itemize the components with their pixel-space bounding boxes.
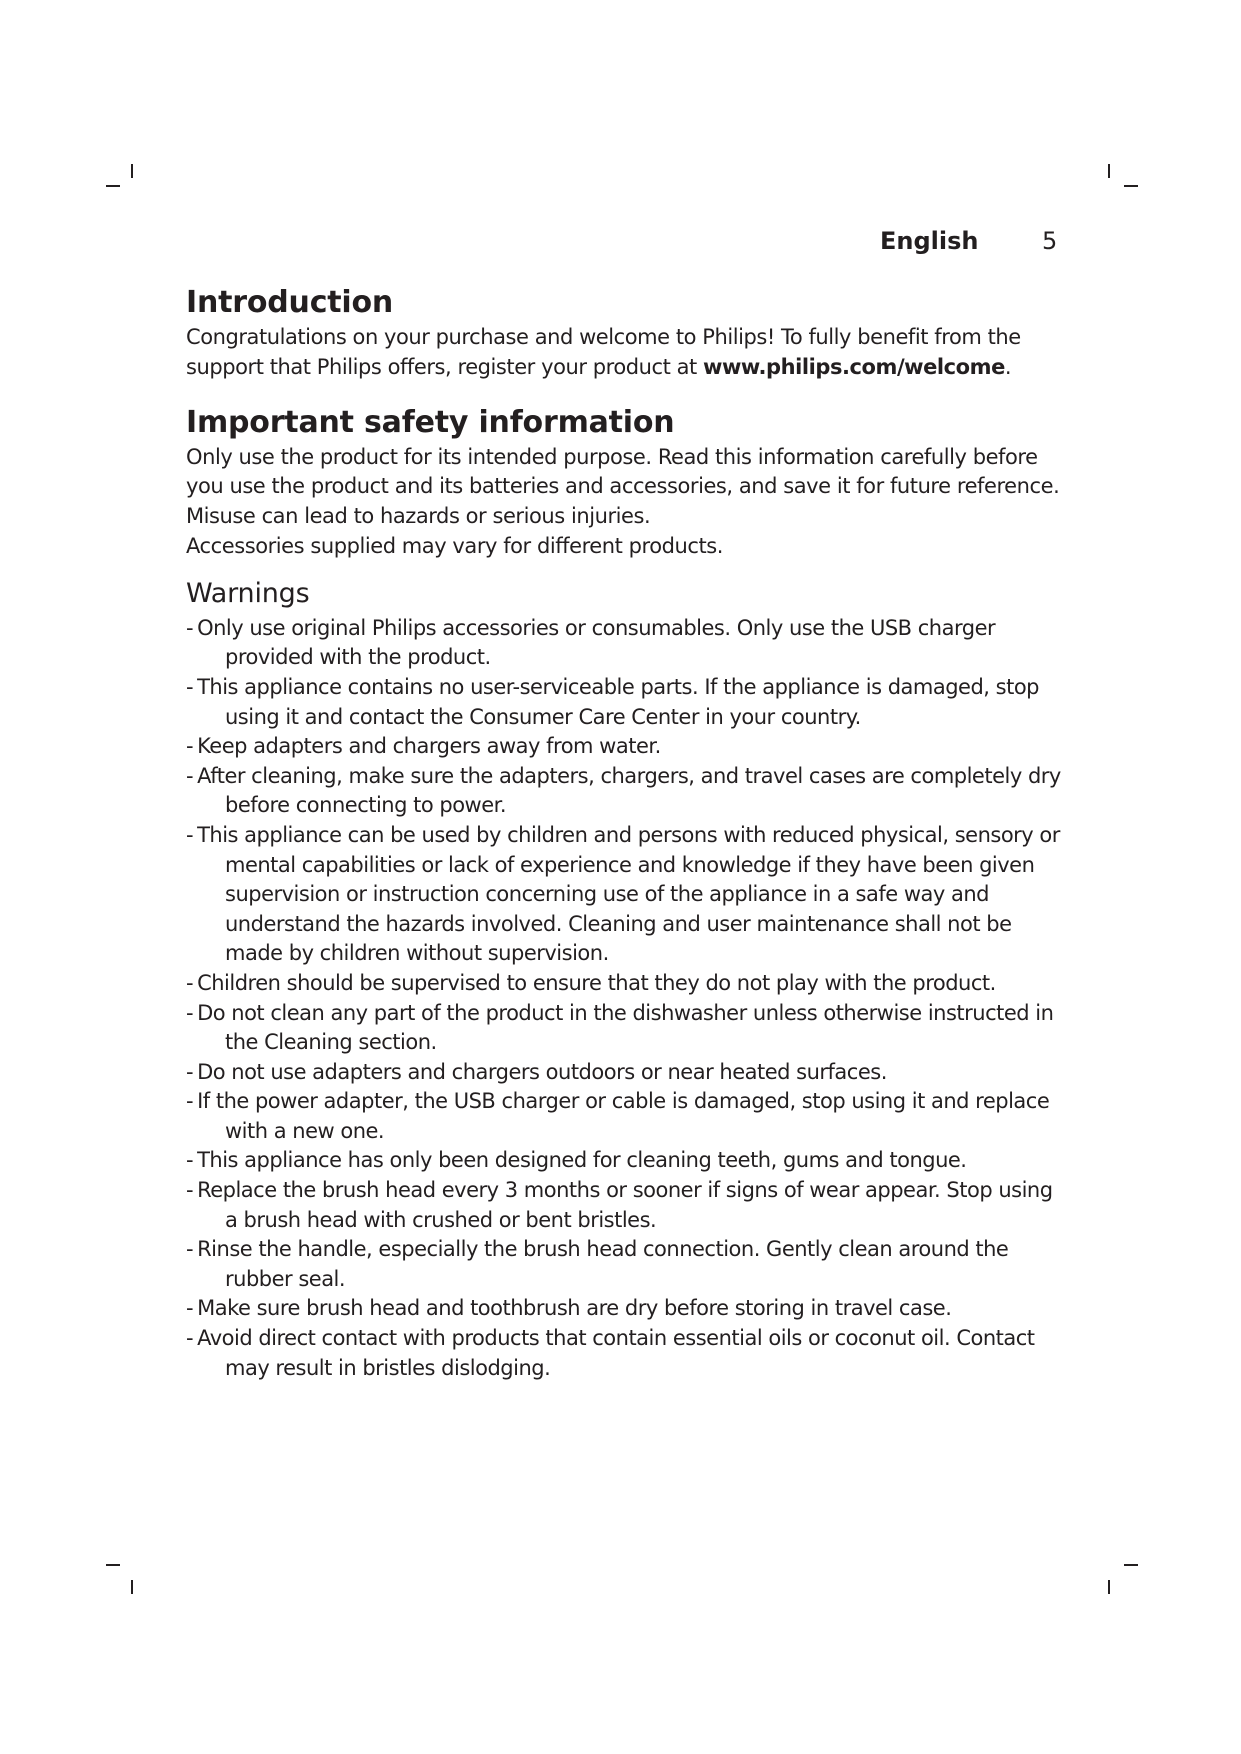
warning-item	[186, 732, 1066, 762]
introduction-text	[186, 323, 1066, 383]
warning-item	[186, 1058, 1066, 1088]
warning-text: This appliance has only been designed for cleaning teeth, gums and tongue.	[197, 1148, 967, 1173]
bullet-dash: -	[186, 763, 194, 788]
language-label: English	[880, 227, 979, 255]
register-link[interactable]: www.philips.com/welcome	[703, 354, 1005, 379]
warning-text: Avoid direct contact with products that contain essential oils or coconut oil. Contact may result in bristles dislodging.	[197, 1326, 1035, 1380]
warning-text: Do not clean any part of the product in the dishwasher unless otherwise instructed in the Cleaning section.	[197, 1000, 1054, 1055]
warnings-heading: Warnings	[186, 577, 310, 609]
crop-mark-bottom-left-vertical	[131, 1580, 133, 1594]
warning-text: This appliance can be used by children and persons with reduced physical, sensory or mental capabilities or lack of experience and knowledge if they have been given supervision or instruction concerning use of the appliance in a safe way and understand the hazards involved. Cleaning and user maintenance shall not be made by children without supervision.	[197, 822, 1060, 966]
warning-text: Do not use adapters and chargers outdoors or near heated surfaces.	[197, 1059, 887, 1084]
warning-item	[186, 969, 1066, 999]
warning-text: Children should be supervised to ensure that they do not play with the product.	[197, 970, 996, 995]
safety-paragraph-1: Only use the product for its intended purpose. Read this information carefully before you use the product and its batteries and accessories, and save it for future reference. Misuse can lead to hazards or serious injuries.	[186, 444, 1060, 529]
warning-item	[186, 1146, 1066, 1176]
warning-item	[186, 1324, 1066, 1383]
warning-item	[186, 762, 1066, 821]
crop-mark-top-left-horizontal	[106, 185, 120, 187]
bullet-dash: -	[186, 1148, 194, 1173]
introduction-suffix: .	[1004, 354, 1012, 379]
bullet-dash: -	[186, 970, 194, 995]
bullet-dash: -	[186, 734, 194, 759]
crop-mark-bottom-right-vertical	[1108, 1580, 1110, 1594]
introduction-heading: Introduction	[186, 285, 394, 320]
warning-text: This appliance contains no user-serviceable parts. If the appliance is damaged, stop using it and contact the Consumer Care Center in your country.	[197, 674, 1040, 729]
bullet-dash: -	[186, 1059, 194, 1084]
warning-item	[186, 1087, 1066, 1146]
bullet-dash: -	[186, 1326, 194, 1351]
bullet-dash: -	[186, 1178, 194, 1203]
introduction-body: Congratulations on your purchase and welcome to Philips! To fully benefit from the support that Philips offers, register your product at	[186, 325, 1021, 379]
safety-paragraph-2: Accessories supplied may vary for different products.	[186, 533, 723, 558]
bullet-dash: -	[186, 1000, 194, 1025]
warning-item	[186, 821, 1066, 969]
warning-item	[186, 999, 1066, 1058]
crop-mark-top-right-vertical	[1108, 164, 1110, 178]
warning-item	[186, 614, 1066, 673]
safety-heading: Important safety information	[186, 404, 675, 440]
crop-mark-top-left-vertical	[131, 164, 133, 178]
warning-text: Keep adapters and chargers away from water.	[197, 734, 661, 759]
warning-text: Make sure brush head and toothbrush are dry before storing in travel case.	[197, 1296, 952, 1321]
warning-item	[186, 1294, 1066, 1324]
crop-mark-bottom-right-horizontal	[1124, 1564, 1138, 1566]
page-content	[186, 283, 1066, 1383]
warning-item	[186, 673, 1066, 732]
warnings-list	[186, 614, 1066, 1383]
bullet-dash: -	[186, 615, 194, 640]
bullet-dash: -	[186, 822, 194, 847]
warning-text: Replace the brush head every 3 months or sooner if signs of wear appear. Stop using a brush head with crushed or bent bristles.	[197, 1178, 1053, 1232]
warning-text: If the power adapter, the USB charger or cable is damaged, stop using it and replace with a new one.	[197, 1089, 1050, 1143]
warning-item	[186, 1176, 1066, 1235]
bullet-dash: -	[186, 674, 194, 699]
bullet-dash: -	[186, 1237, 194, 1262]
bullet-dash: -	[186, 1089, 194, 1114]
crop-mark-bottom-left-horizontal	[106, 1564, 120, 1566]
crop-mark-top-right-horizontal	[1124, 185, 1138, 187]
warning-text: Rinse the handle, especially the brush head connection. Gently clean around the rubber seal.	[197, 1237, 1009, 1291]
warning-item	[186, 1235, 1066, 1294]
warning-text: After cleaning, make sure the adapters, chargers, and travel cases are completely dry before connecting to power.	[197, 763, 1061, 818]
bullet-dash: -	[186, 1296, 194, 1321]
page-number: 5	[1042, 227, 1058, 255]
warning-text: Only use original Philips accessories or consumables. Only use the USB charger provided with the product.	[197, 615, 996, 670]
